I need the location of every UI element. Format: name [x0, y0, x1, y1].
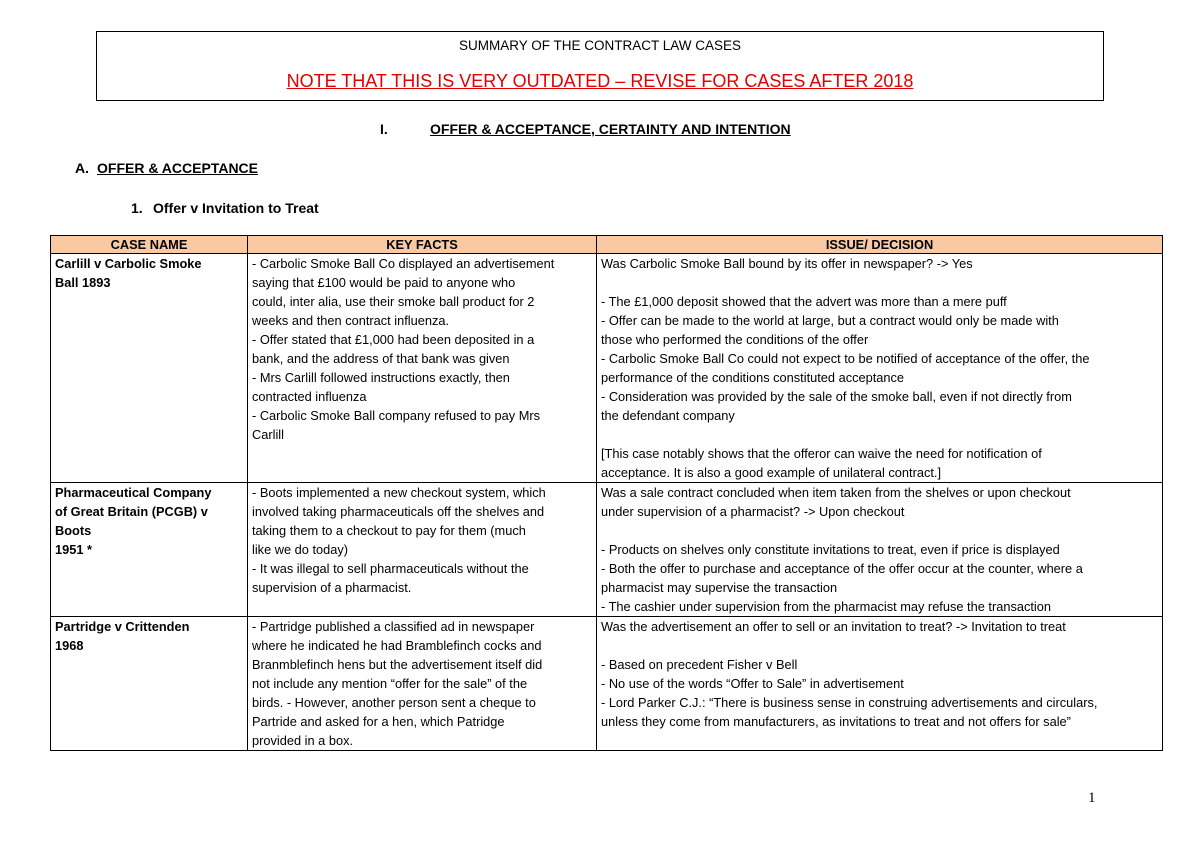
key-facts-cell [248, 617, 597, 751]
subsubsection-heading [131, 200, 319, 216]
key-facts-cell [248, 254, 597, 483]
cell-text-line: - Boots implemented a new checkout system, which [252, 485, 546, 500]
cell-text-line: where he indicated he had Bramblefinch cocks and [252, 638, 542, 653]
cell-text-line: - Offer can be made to the world at large, but a contract would only be made with [601, 313, 1059, 328]
cell-text-line: - The £1,000 deposit showed that the advert was more than a mere puff [601, 294, 1007, 309]
cell-text-line: performance of the conditions constituted acceptance [601, 370, 905, 385]
cell-text-line: birds. - However, another person sent a cheque to [252, 695, 536, 710]
case-name-cell [51, 254, 248, 483]
subsection-number: A. [75, 160, 89, 176]
subsection-heading [75, 160, 258, 176]
cell-text-line: like we do today) [252, 542, 349, 557]
cell-text-line: - Carbolic Smoke Ball Co could not expect to be notified of acceptance of the offer, the [601, 351, 1090, 366]
cell-text-line: Carlill [252, 427, 284, 442]
decision-cell [597, 254, 1163, 483]
cell-text-line: - Products on shelves only constitute invitations to treat, even if price is displayed [601, 542, 1060, 557]
column-header-key-facts: KEY FACTS [248, 236, 597, 254]
document-title: SUMMARY OF THE CONTRACT LAW CASES [458, 38, 742, 53]
cell-text-line: supervision of a pharmacist. [252, 580, 412, 595]
table-row [51, 617, 1163, 751]
cell-text-line: could, inter alia, use their smoke ball product for 2 [252, 294, 535, 309]
cell-text-line: Pharmaceutical Company [55, 485, 212, 500]
document-title-box [96, 31, 1104, 101]
decision-cell [597, 617, 1163, 751]
cell-text-line: - Based on precedent Fisher v Bell [601, 657, 798, 672]
cell-text-line: Partridge v Crittenden [55, 619, 190, 634]
table-row [51, 483, 1163, 617]
cell-text-line: acceptance. It is also a good example of unilateral contract.] [601, 465, 942, 480]
key-facts-cell [248, 483, 597, 617]
cell-text-line: 1968 [55, 638, 84, 653]
section-heading [380, 121, 791, 137]
case-name-cell [51, 483, 248, 617]
outdated-warning: NOTE THAT THIS IS VERY OUTDATED – REVISE FOR CASES AFTER 2018 [286, 71, 914, 91]
cell-text-line: pharmacist may supervise the transaction [601, 580, 838, 595]
cell-text-line: Boots [55, 523, 92, 538]
cell-text-line: Was the advertisement an offer to sell or an invitation to treat? -> Invitation to treat [601, 619, 1066, 634]
cell-text-line: 1951 * [55, 542, 93, 557]
cell-text-line: Ball 1893 [55, 275, 111, 290]
cell-text-line: - It was illegal to sell pharmaceuticals without the [252, 561, 529, 576]
cell-text-line: - Consideration was provided by the sale of the smoke ball, even if not directly from [601, 389, 1072, 404]
cell-text-line: not include any mention “offer for the sale” of the [252, 676, 528, 691]
cell-text-line: bank, and the address of that bank was given [252, 351, 510, 366]
table-header-row [51, 236, 1163, 254]
cell-text-line: involved taking pharmaceuticals off the shelves and [252, 504, 545, 519]
blank-line [601, 636, 1158, 655]
cell-text-line: Partride and asked for a hen, which Patridge [252, 714, 505, 729]
cell-text-line: - Partridge published a classified ad in newspaper [252, 619, 535, 634]
cell-text-line: Was Carbolic Smoke Ball bound by its offer in newspaper? -> Yes [601, 256, 973, 271]
cell-text-line: [This case notably shows that the offeror can waive the need for notification of [601, 446, 1042, 461]
column-header-issue-decision: ISSUE/ DECISION [597, 236, 1163, 254]
subsubsection-number: 1. [131, 200, 143, 216]
section-number: I. [380, 121, 388, 137]
blank-line [601, 425, 1158, 444]
cell-text-line: unless they come from manufacturers, as invitations to treat and not offers for sale” [601, 714, 1071, 729]
case-name-cell [51, 617, 248, 751]
decision-cell [597, 483, 1163, 617]
cell-text-line: - Carbolic Smoke Ball company refused to pay Mrs [252, 408, 541, 423]
table-row [51, 254, 1163, 483]
section-title: OFFER & ACCEPTANCE, CERTAINTY AND INTENTION [430, 121, 791, 137]
cell-text-line: - Both the offer to purchase and acceptance of the offer occur at the counter, where a [601, 561, 1083, 576]
cell-text-line: of Great Britain (PCGB) v [55, 504, 208, 519]
cell-text-line: - Carbolic Smoke Ball Co displayed an advertisement [252, 256, 555, 271]
cell-text-line: - The cashier under supervision from the pharmacist may refuse the transaction [601, 599, 1051, 614]
cell-text-line: Branmblefinch hens but the advertisement itself did [252, 657, 543, 672]
blank-line [601, 273, 1158, 292]
cell-text-line: those who performed the conditions of the offer [601, 332, 869, 347]
cell-text-line: Carlill v Carbolic Smoke [55, 256, 202, 271]
subsubsection-title: Offer v Invitation to Treat [153, 200, 319, 216]
cell-text-line: taking them to a checkout to pay for them (much [252, 523, 526, 538]
blank-line [601, 521, 1158, 540]
cell-text-line: the defendant company [601, 408, 735, 423]
column-header-case-name: CASE NAME [51, 236, 248, 254]
cell-text-line: weeks and then contract influenza. [252, 313, 450, 328]
cell-text-line: Was a sale contract concluded when item taken from the shelves or upon checkout [601, 485, 1071, 500]
table-body [51, 254, 1163, 751]
cell-text-line: - Offer stated that £1,000 had been deposited in a [252, 332, 535, 347]
subsection-title: OFFER & ACCEPTANCE [97, 160, 258, 176]
cases-table [50, 235, 1163, 751]
cell-text-line: - Lord Parker C.J.: “There is business sense in construing advertisements and circulars, [601, 695, 1098, 710]
cell-text-line: - Mrs Carlill followed instructions exactly, then [252, 370, 510, 385]
page-number: 1 [1088, 790, 1096, 806]
cell-text-line: - No use of the words “Offer to Sale” in advertisement [601, 676, 904, 691]
cell-text-line: contracted influenza [252, 389, 367, 404]
cell-text-line: saying that £100 would be paid to anyone who [252, 275, 516, 290]
cell-text-line: under supervision of a pharmacist? -> Upon checkout [601, 504, 905, 519]
cell-text-line: provided in a box. [252, 733, 354, 748]
